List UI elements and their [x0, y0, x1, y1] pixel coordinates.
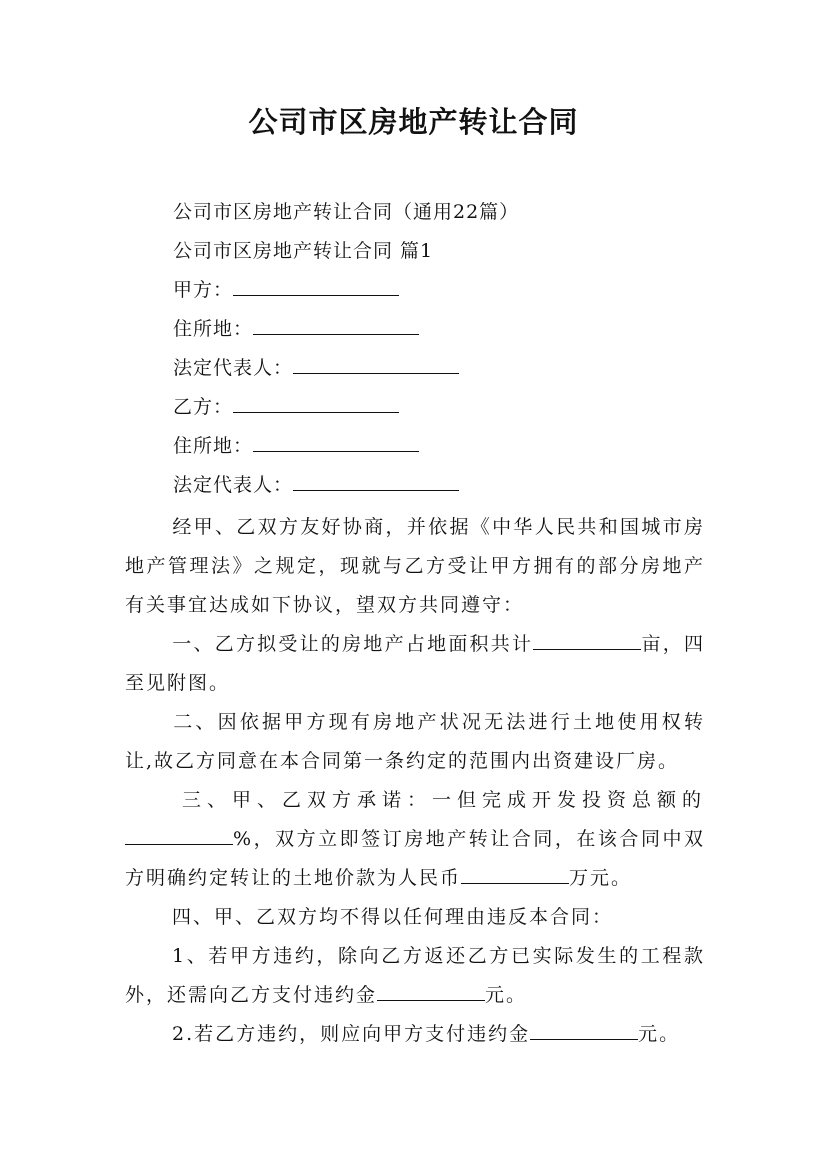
- party-a-blank: [233, 277, 399, 296]
- rep-b-line: [173, 471, 459, 499]
- clause-4-1-text-a: 1、若甲方违约，除向乙方返还乙方已实际发生的工程款外，还需向乙方支付违约金: [125, 945, 705, 1006]
- clause-4-2: [125, 1015, 705, 1054]
- party-b-blank: [233, 394, 399, 413]
- address-b-blank: [253, 433, 419, 452]
- clause-4-1: [125, 937, 705, 1015]
- clause-1-area-blank: [533, 631, 641, 650]
- clause-4-2-penalty-blank: [530, 1021, 638, 1040]
- clause-3-price-blank: [461, 865, 569, 884]
- rep-a-label: 法定代表人：: [173, 357, 294, 379]
- address-b-label: 住所地：: [173, 435, 254, 457]
- clause-2: [125, 703, 705, 781]
- clause-2-text: 二、因依据甲方现有房地产状况无法进行土地使用权转让,故乙方同意在本合同第一条约定的范围内出资建设厂房。: [125, 711, 705, 772]
- section-heading: 公司市区房地产转让合同 篇1: [173, 240, 434, 262]
- clause-1-text-b: 亩，四至见附图。: [125, 633, 705, 694]
- document-subtitle: 公司市区房地产转让合同（通用22篇）: [173, 201, 520, 223]
- party-b-line: [173, 393, 399, 421]
- party-a-line: [173, 276, 399, 304]
- clause-4: [125, 898, 705, 937]
- party-a-label: 甲方：: [173, 279, 234, 301]
- clause-4-1-text-b: 元。: [485, 984, 528, 1006]
- intro-paragraph: [125, 508, 705, 625]
- clause-3: [125, 781, 705, 898]
- rep-a-line: [173, 354, 459, 382]
- clause-4-text: 四、甲、乙双方均不得以任何理由违反本合同：: [172, 906, 614, 928]
- address-a-label: 住所地：: [173, 318, 254, 340]
- clause-1-text-a: 一、乙方拟受让的房地产占地面积共计: [172, 633, 534, 655]
- address-b-line: [173, 432, 419, 460]
- party-b-label: 乙方：: [173, 396, 234, 418]
- rep-b-blank: [293, 472, 459, 491]
- clause-4-1-penalty-blank: [377, 982, 485, 1001]
- address-a-blank: [253, 316, 419, 335]
- clause-3-text-c: 万元。: [569, 867, 633, 889]
- clause-3-text-b: %，双方立即签订房地产转让合同，在该合同中双方明确约定转让的土地价款为人民币: [125, 828, 705, 889]
- clause-1: [125, 625, 705, 703]
- rep-b-label: 法定代表人：: [173, 474, 294, 496]
- clause-4-2-text-a: 2.若乙方违约，则应向甲方支付违约金: [172, 1023, 531, 1045]
- clause-3-percent-blank: [125, 826, 233, 845]
- intro-text: 经甲、乙双方友好协商，并依据《中华人民共和国城市房地产管理法》之规定，现就与乙方受让甲方拥有的部分房地产有关事宜达成如下协议，望双方共同遵守：: [125, 516, 705, 616]
- clause-3-text-a: 三、甲、乙双方承诺：一但完成开发投资总额的: [180, 789, 705, 811]
- document-title: 公司市区房地产转让合同: [248, 105, 579, 139]
- address-a-line: [173, 315, 419, 343]
- clause-4-2-text-b: 元。: [638, 1023, 681, 1045]
- rep-a-blank: [293, 355, 459, 374]
